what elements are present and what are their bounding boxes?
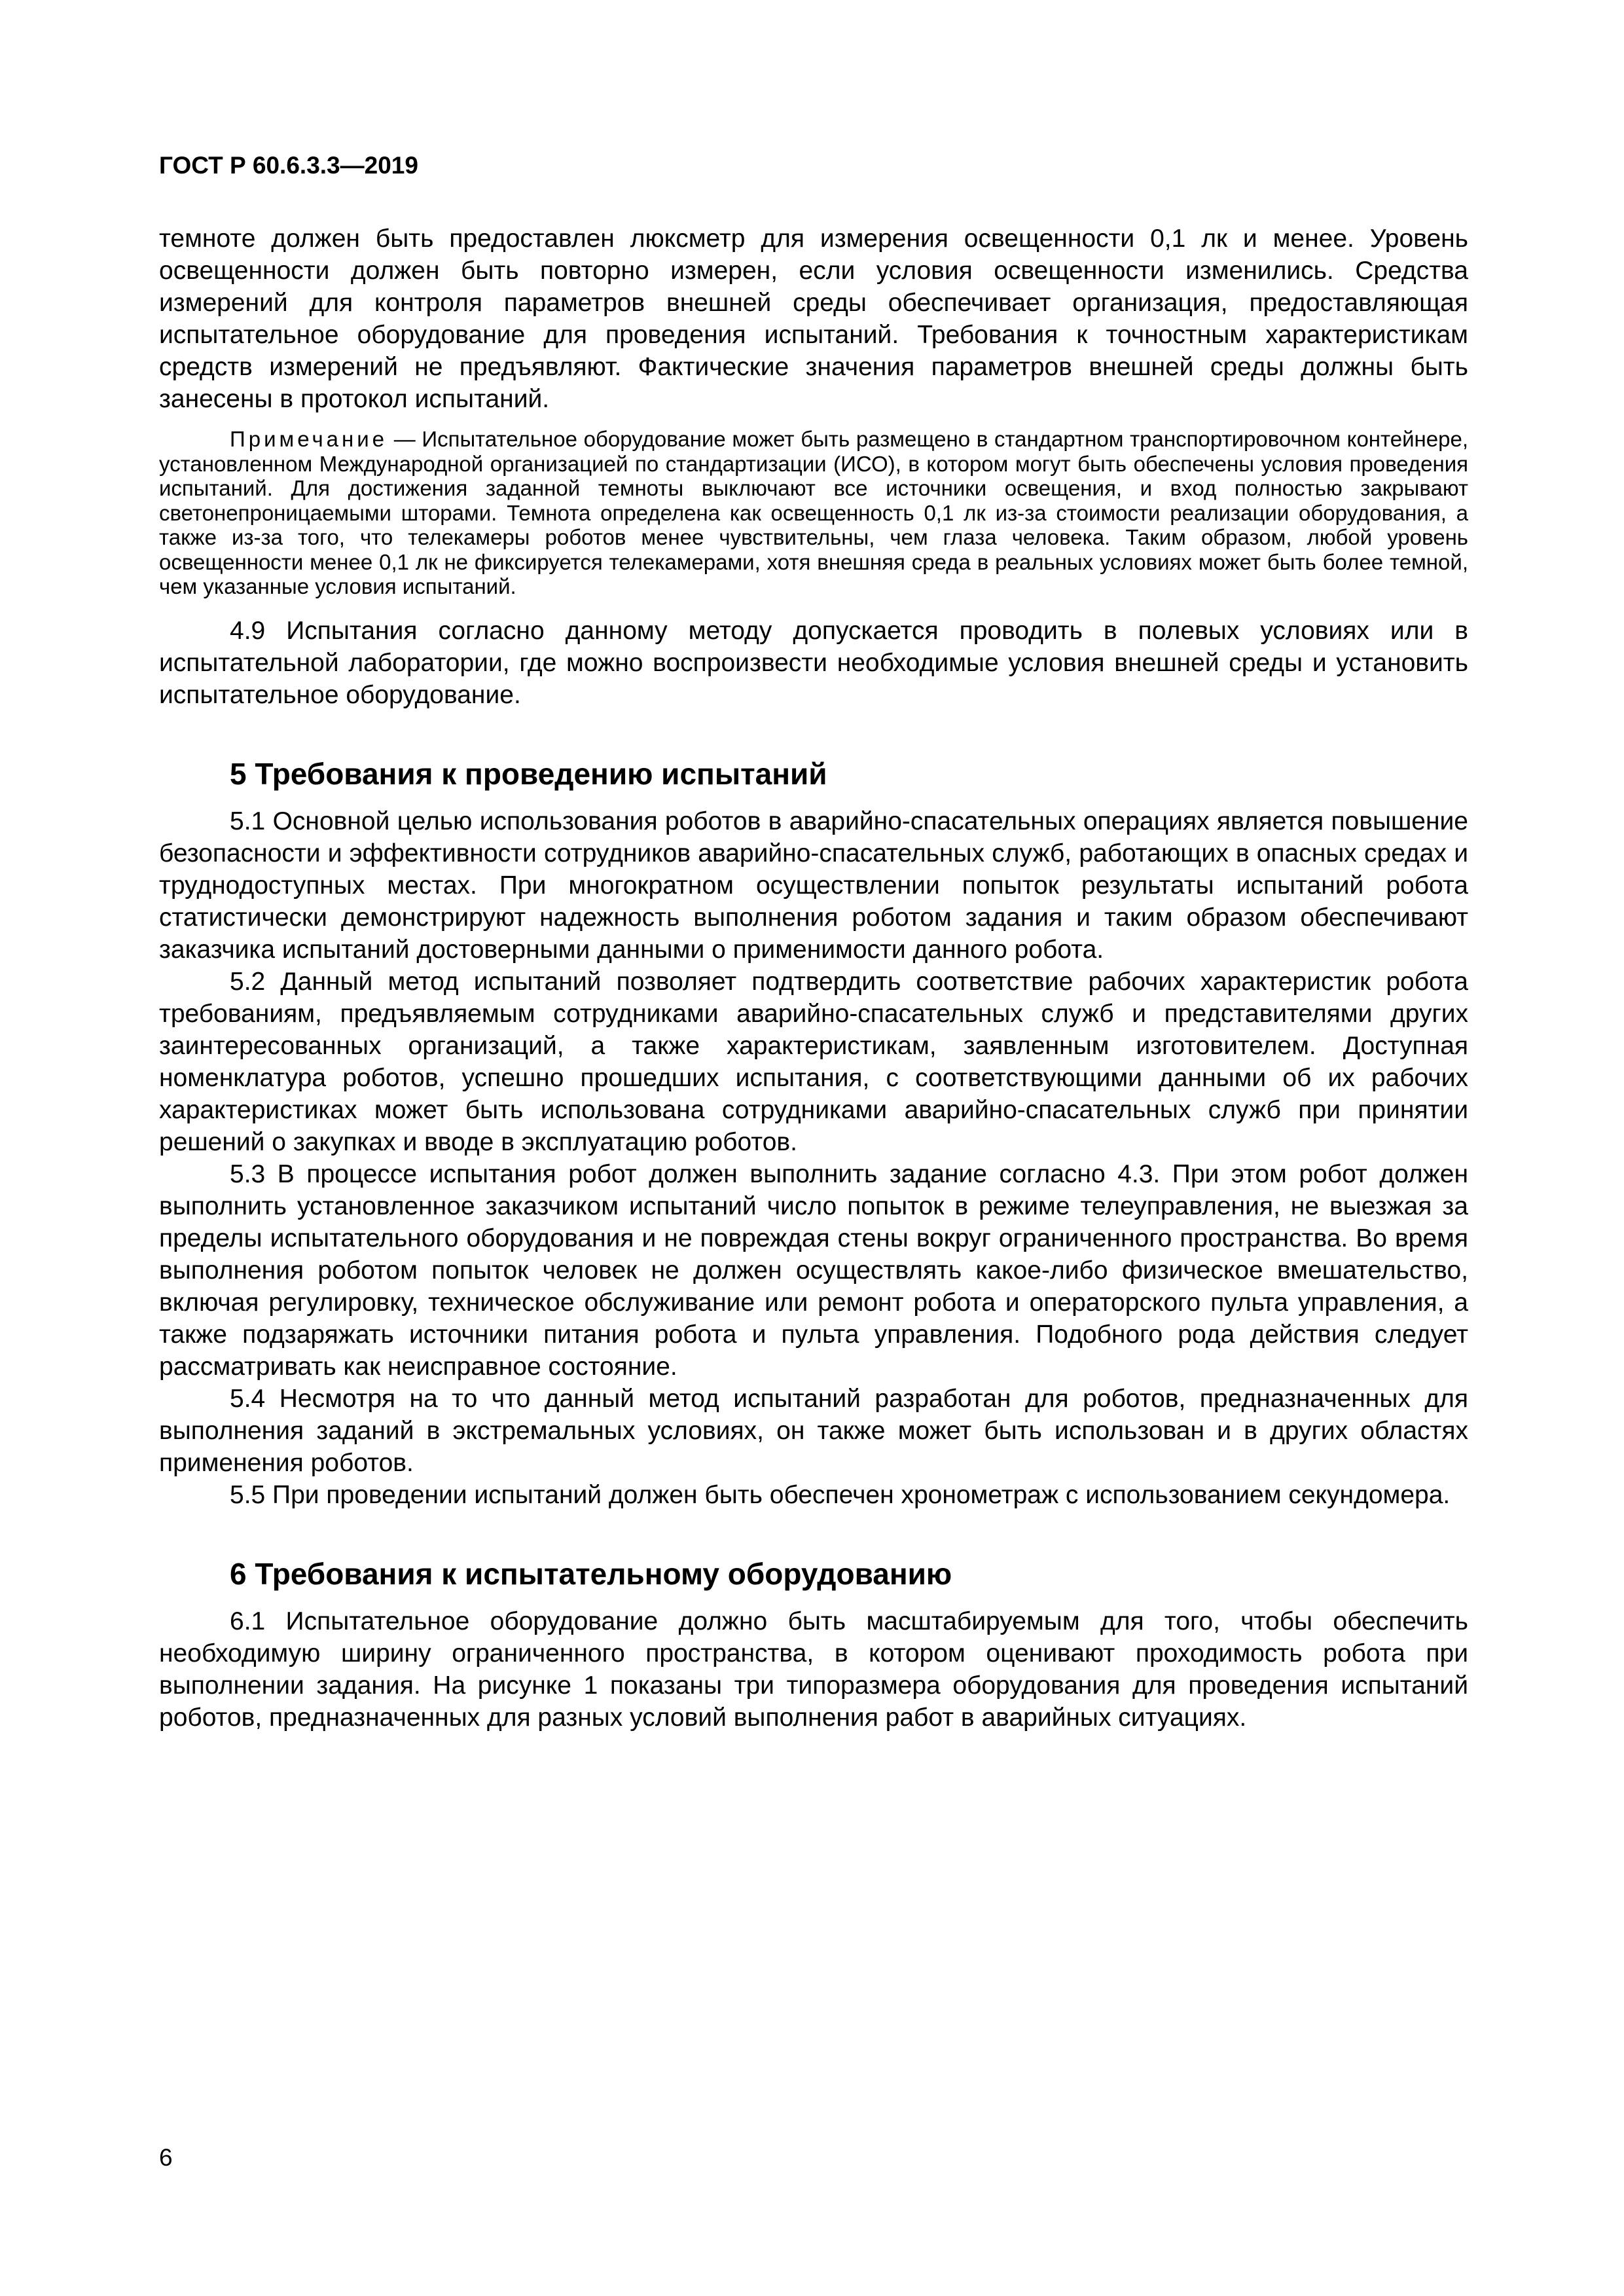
clause-5-5: 5.5 При проведении испытаний должен быть обеспечен хронометраж с использованием секундомера. xyxy=(230,1480,1451,1509)
clause-5-2: 5.2 Данный метод испытаний позволяет подтвердить соответствие рабочих характеристик робота требованиям, предъявляемым сотрудниками аварийно-спасательных служб и представителями других заинтересованных организаций, а также характеристикам, заявленным изготовителем. Доступная номенклатура роботов, успешно прошедших испытания, с соответствующими данными об их рабочих характеристиках может быть использована сотрудниками аварийно-спасательных служб при принятии решений о закупках и вводе в эксплуатацию роботов. xyxy=(159,967,1468,1156)
note-paragraph xyxy=(159,427,1468,599)
page-content xyxy=(159,223,1468,1734)
clause-5-3: 5.3 В процессе испытания робот должен выполнить задание согласно 4.3. При этом робот должен выполнить установленное заказчиком испытаний число попыток в режиме телеуправления, не выезжая за пределы испытательного оборудования и не повреждая стены вокруг ограниченного пространства. Во время выполнения роботом попыток человек не должен осуществлять какое-либо физическое вмешательство, включая регулировку, техническое обслуживание или ремонт робота и операторского пульта управления, а также подзаряжать источники питания робота и пульта управления. Подобного рода действия следует рассматривать как неисправное состояние. xyxy=(159,1159,1468,1381)
page-number: 6 xyxy=(159,2144,173,2171)
document-designation: ГОСТ Р 60.6.3.3—2019 xyxy=(159,152,418,179)
section-6-heading: 6 Требования к испытательному оборудованию xyxy=(230,1556,952,1591)
clause-6-1: 6.1 Испытательное оборудование должно быть масштабируемым для того, чтобы обеспечить необходимую ширину ограниченного пространства, в котором оценивают проходимость робота при выполнении задания. На рисунке 1 показаны три типоразмера оборудования для проведения испытаний роботов, предназначенных для разных условий выполнения работ в аварийных ситуациях. xyxy=(159,1607,1468,1732)
clause-5-1: 5.1 Основной целью использования роботов в аварийно-спасательных операциях является повышение безопасности и эффективности сотрудников аварийно-спасательных служб, работающих в опасных средах и труднодоступных местах. При многократном осуществлении попыток результаты испытаний робота статистически демонстрируют надежность выполнения роботом задания и таким образом обеспечивают заказчика испытаний достоверными данными о применимости данного робота. xyxy=(159,807,1468,964)
intro-paragraph: темноте должен быть предоставлен люксметр для измерения освещенности 0,1 лк и менее. Уровень освещенности должен быть повторно измерен, если условия освещенности изменились. Средства измерений для контроля параметров внешней среды обеспечивает организация, предоставляющая испытательное оборудование для проведения испытаний. Требования к точностным характеристикам средств измерений не предъявляют. Фактические значения параметров внешней среды должны быть занесены в протокол испытаний. xyxy=(159,225,1468,413)
spacer xyxy=(159,599,1468,615)
section-5-heading: 5 Требования к проведению испытаний xyxy=(230,756,827,791)
clause-4-9: 4.9 Испытания согласно данному методу допускается проводить в полевых условиях или в испытательной лаборатории, где можно воспроизвести необходимые условия внешней среды и установить испытательное оборудование. xyxy=(159,616,1468,709)
note-text: — Испытательное оборудование может быть размещено в стандартном транспортировочном контейнере, установленном Международной организацией по стандартизации (ИСО), в котором могут быть обеспечены условия проведения испытаний. Для достижения заданной темноты выключают все источники освещения, и вход полностью закрывают светонепроницаемыми шторами. Темнота определена как освещенность 0,1 лк из-за стоимости реализации оборудования, а также из-за того, что телекамеры роботов менее чувствительны, чем глаза человека. Таким образом, любой уровень освещенности менее 0,1 лк не фиксируется телекамерами, хотя внешняя среда в реальных условиях может быть более темной, чем указанные условия испытаний. xyxy=(159,427,1468,598)
clause-5-4: 5.4 Несмотря на то что данный метод испытаний разработан для роботов, предназначенных для выполнения заданий в экстремальных условиях, он также может быть использован и в других областях применения роботов. xyxy=(159,1384,1468,1477)
note-label: Примечание xyxy=(230,427,388,451)
